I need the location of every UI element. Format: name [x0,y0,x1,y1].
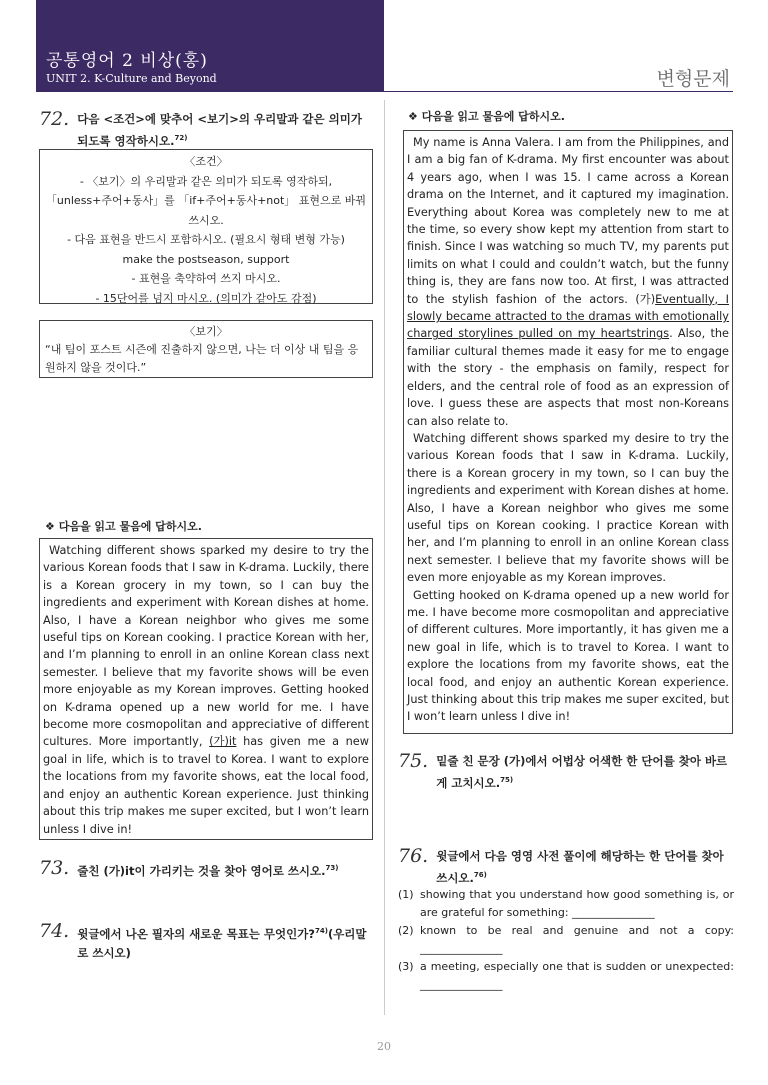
question-73 [39,857,373,881]
question-75 [398,750,734,793]
question-72 [39,108,373,151]
paragraph: Watching different shows sparked my desire to try the various Korean foods that I saw in K-drama. Luckily, there is a Korean grocery in my town, so I can buy the ingredients and experiment with Korean dishes at home. Also, I have a Korean neighbor who gives me some useful tips on Korean cooking. I practice Korean with her, and I’m planning to enroll in an online Korean class next semester. I believe that my favorite shows will be even more enjoyable as my Korean improves. [407,431,729,585]
condition-line: - 표현을 축약하여 쓰지 마시오. [131,272,281,285]
unit-title: UNIT 2. K-Culture and Beyond [46,72,217,85]
question-76 [398,845,734,888]
question-text: 밑줄 친 문장 (가)에서 어법상 어색한 한 단어를 찾아 바르게 고치시오.$^{75)}$ [436,754,728,790]
condition-line: - 15단어를 넘지 마시오. (의미가 같아도 감점) [95,291,317,305]
definition-option: (2) known to be real and genuine and not a copy: _______________ [398,924,734,955]
paragraph: My name is Anna Valera. I am from the Philippines, and I am a big fan of K-drama. My first encounter was about 4 years ago, when I was 15. I came across a Korean drama on the Internet, and it captured my imagination. Everything about Korea was completely new to me at the time, so every show kept my attention from start to finish. Since I was watching so much TV, my parents put limits on what I could and couldn’t watch, but the funny thing is, they are fans now too. At first, I was attracted to the stylish fashion of the actors. (가)Eventually, I slowly became attracted to the dramas with emotionally charged storylines pulled on my heartstrings. Also, the familiar cultural themes made it easy for me to engage with the story - the emphasis on family, respect for elders, and the central role of food as an expression of love. I guess these are aspects that most non-Koreans can also relate to. [407,136,730,428]
example-text: “내 팀이 포스트 시즌에 진출하지 않으면, 나는 더 이상 내 팀을 응원하지 않을 것이다.” [45,343,359,374]
question-74 [39,920,373,963]
header-band [36,0,384,92]
question-text: 다음 <조건>에 맞추어 <보기>의 우리말과 같은 의미가 되도록 영작하시오.$^{72)}$ [77,112,362,148]
condition-line: 「unless+주어+동사」를 「if+주어+동사+not」 표현으로 바꿔 [45,194,367,207]
definition-option: (3) a meeting, especially one that is sudden or unexpected: _______________ [398,960,734,991]
passage-right [403,130,733,734]
marker-ga-it: (가)it [209,735,237,749]
definition-option: (1) showing that you understand how good something is, or are grateful for something: _______________ [398,888,734,919]
condition-line: - 〈보기〉의 우리말과 같은 의미가 되도록 영작하되, [79,174,333,188]
example-box [39,320,373,378]
conditions-title: 〈조건〉 [184,155,228,168]
question-number: 75. [398,750,429,772]
example-title: 〈보기〉 [184,325,228,338]
question-number: 72. [39,108,70,130]
question-number: 73. [39,857,70,879]
header-divider [36,91,733,92]
question-number: 76. [398,845,429,867]
question-number: 74. [39,920,70,942]
condition-line: - 다음 표현을 반드시 포함하시오. (필요시 형태 변형 가능) [67,233,345,246]
condition-line: 쓰시오. [188,213,224,227]
course-title: 공통영어 2 비상(홍) [46,51,208,71]
question-text: 윗글에서 나온 필자의 새로운 목표는 무엇인가?$^{74)}$(우리말로 쓰시오) [77,926,367,960]
question-text: 윗글에서 다음 영영 사전 풀이에 해당하는 한 단어를 찾아 쓰시오.$^{76)}$ [436,849,724,885]
passage-left: Watching different shows sparked my desire to try the various Korean foods that I saw in K-drama. Luckily, there is a Korean grocery in my town, so I can buy the ingredients and experiment with Korean dishes at home. Also, I have a Korean neighbor who gives me some useful tips on Korean cooking. I practice Korean with her, and I’m planning to enroll in an online Korean class next semester. I believe that my favorite shows will be even more enjoyable as my Korean improves. Getting hooked on K-drama opened up a new world for me. I have become more cosmopolitan and appreciative of different cultures. More importantly, (가)it has given me a new goal in life, which is to travel to Korea. I want to explore the locations from my favorite shows, eat the local food, and enjoy an authentic Korean experience. Just thinking about this trip makes me super excited, but I won’t learn unless I dive in! [39,538,373,840]
paragraph: Getting hooked on K-drama opened up a new world for me. I have become more cosmopolitan and appreciative of different cultures. More importantly, it has given me a new goal in life, which is to travel to Korea. I want to explore the locations from my favorite shows, eat the local food, and enjoy an authentic Korean experience. Just thinking about this trip makes me super excited, but I won’t learn unless I dive in! [407,588,729,724]
definition-options [398,886,734,994]
column-divider [384,100,385,1015]
condition-line: make the postseason, support [122,252,290,266]
question-text: 줄친 (가)it이 가리키는 것을 찾아 영어로 쓰시오.$^{73)}$ [77,863,339,878]
page-number: 20 [377,1040,391,1053]
variant-label: 변형문제 [656,68,730,90]
conditions-box [39,149,373,304]
instruction-left: ❖ 다음을 읽고 물음에 답하시오. [45,520,202,533]
instruction-right: ❖ 다음을 읽고 물음에 답하시오. [408,110,565,123]
underlined-sentence-ga: Eventually, I slowly became attracted to the dramas with emotionally charged storylines pulled on my heartstrings [407,292,730,341]
